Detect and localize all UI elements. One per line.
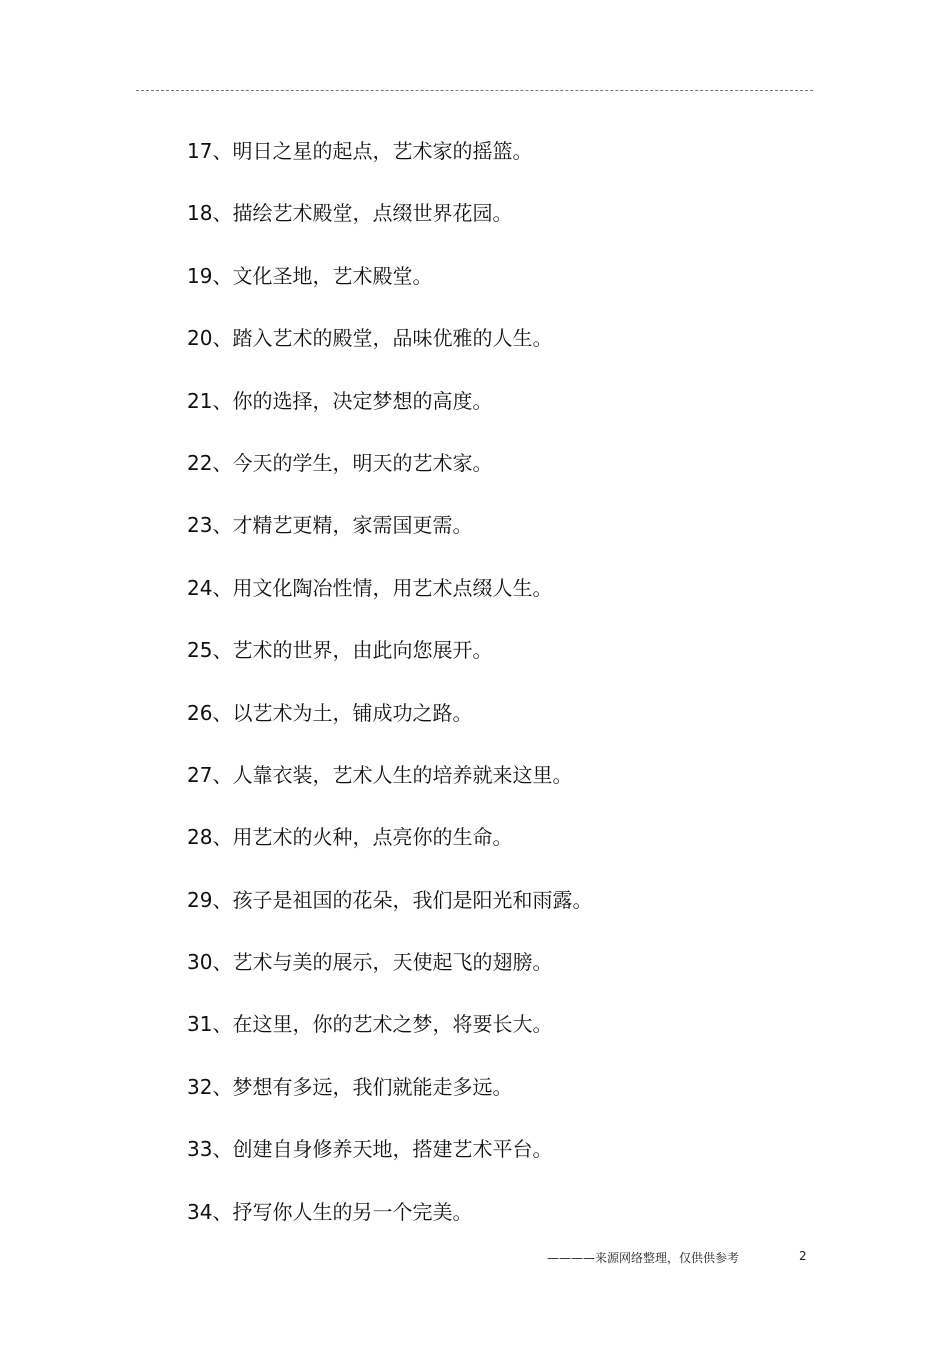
slogan-line: 33、创建自身修养天地，搭建艺术平台。 bbox=[187, 1137, 553, 1162]
slogan-line: 23、才精艺更精，家需国更需。 bbox=[187, 513, 473, 538]
slogan-line: 25、艺术的世界，由此向您展开。 bbox=[187, 638, 493, 663]
slogan-line: 26、以艺术为土，铺成功之路。 bbox=[187, 700, 473, 725]
page-number: 2 bbox=[799, 1249, 807, 1263]
slogan-line: 31、在这里，你的艺术之梦，将要长大。 bbox=[187, 1012, 553, 1037]
footer-source-note: ————来源网络整理，仅供供参考 bbox=[547, 1251, 740, 1265]
slogan-line: 30、艺术与美的展示，天使起飞的翅膀。 bbox=[187, 950, 553, 975]
slogan-line: 17、明日之星的起点，艺术家的摇篮。 bbox=[187, 139, 533, 163]
slogan-line: 19、文化圣地，艺术殿堂。 bbox=[187, 263, 433, 288]
slogan-line: 29、孩子是祖国的花朵，我们是阳光和雨露。 bbox=[187, 887, 593, 912]
slogan-line: 20、踏入艺术的殿堂，品味优雅的人生。 bbox=[187, 326, 553, 351]
slogan-line: 32、梦想有多远，我们就能走多远。 bbox=[187, 1074, 513, 1099]
slogan-line: 28、用艺术的火种，点亮你的生命。 bbox=[187, 825, 513, 850]
slogan-line: 34、抒写你人生的另一个完美。 bbox=[187, 1199, 473, 1224]
slogan-list bbox=[187, 136, 592, 1259]
slogan-line: 27、人靠衣装，艺术人生的培养就来这里。 bbox=[187, 762, 573, 787]
slogan-line: 24、用文化陶冶性情，用艺术点缀人生。 bbox=[187, 575, 553, 600]
slogan-line: 21、你的选择，决定梦想的高度。 bbox=[187, 388, 493, 413]
slogan-line: 18、描绘艺术殿堂，点缀世界花园。 bbox=[187, 201, 513, 226]
header-divider bbox=[136, 90, 813, 91]
slogan-line: 22、今天的学生，明天的艺术家。 bbox=[187, 450, 493, 475]
